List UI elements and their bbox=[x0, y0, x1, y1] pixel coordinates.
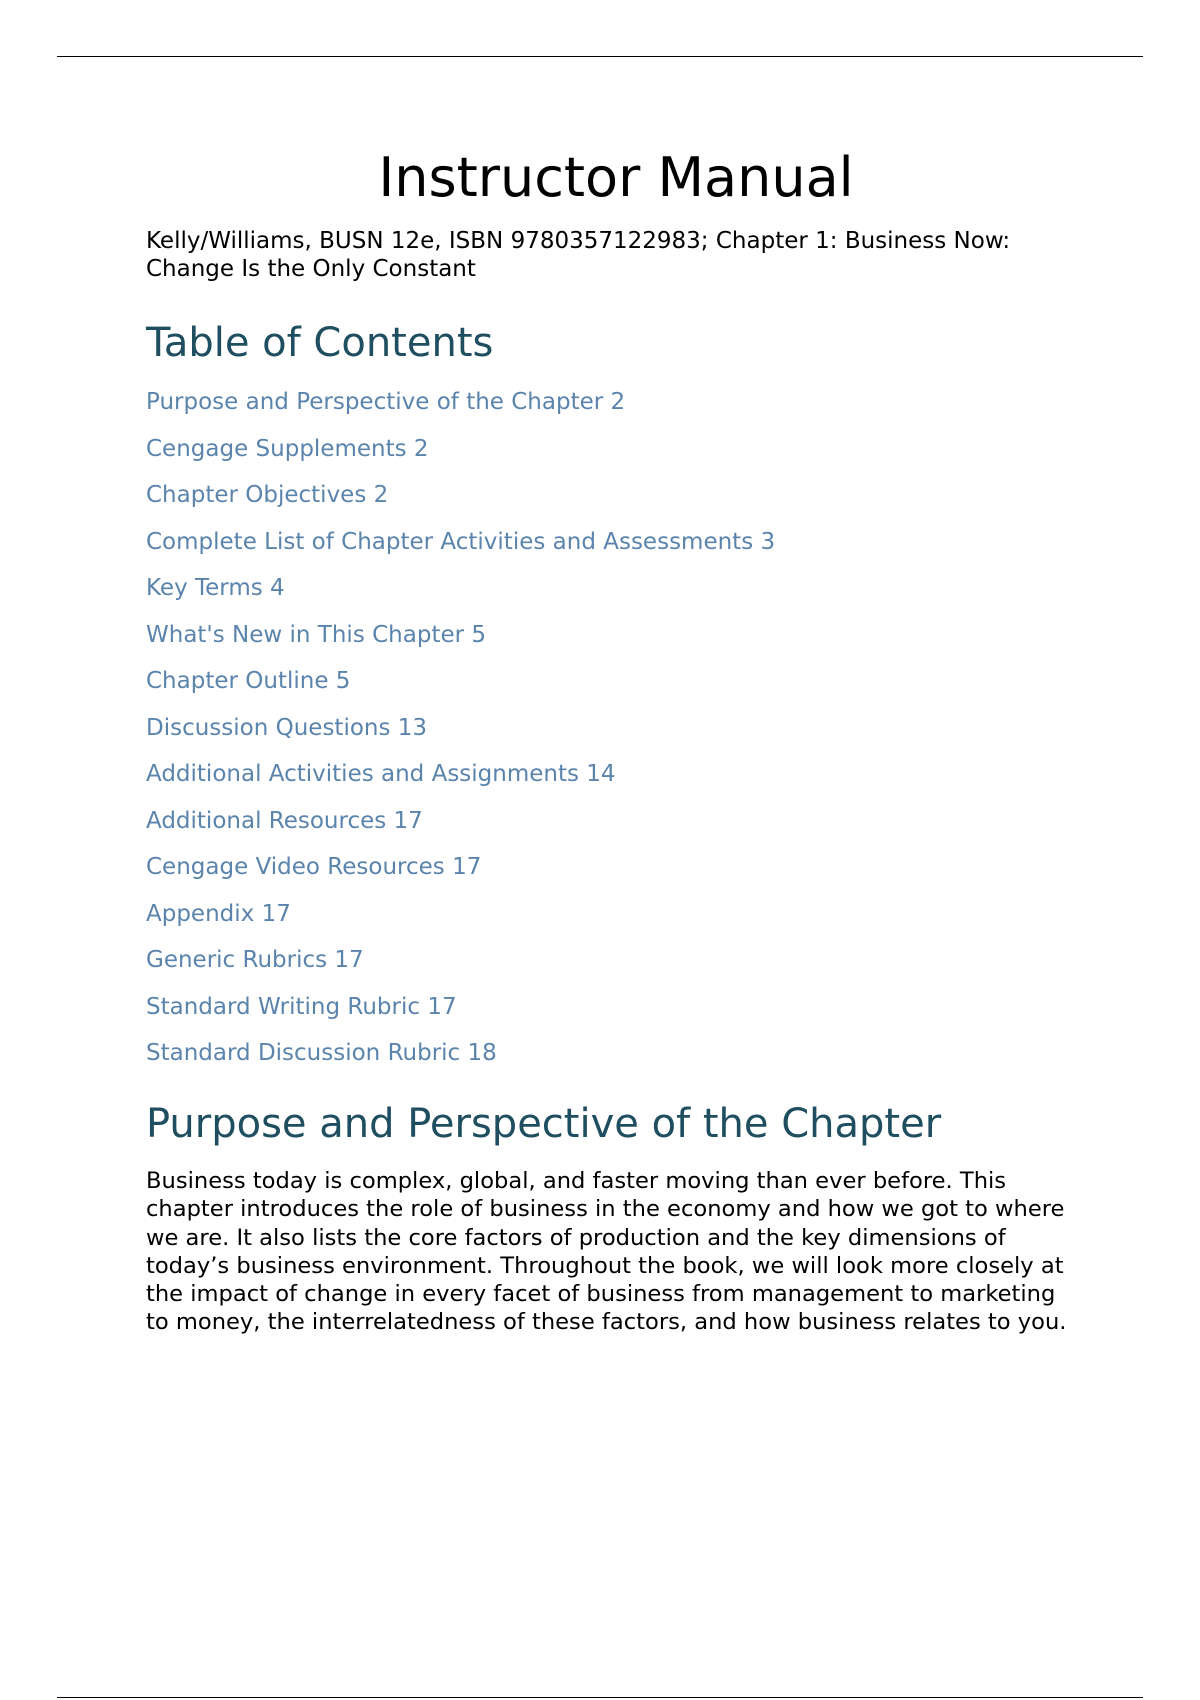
toc-link-activities-assessments[interactable]: Complete List of Chapter Activities and Assessments 3 bbox=[146, 528, 776, 555]
toc-link-chapter-objectives[interactable]: Chapter Objectives 2 bbox=[146, 482, 389, 508]
toc-link-generic-rubrics[interactable]: Generic Rubrics 17 bbox=[146, 947, 364, 973]
toc-link-cengage-supplements[interactable]: Cengage Supplements 2 bbox=[146, 435, 429, 462]
toc-link-appendix[interactable]: Appendix 17 bbox=[146, 900, 291, 927]
section-heading-purpose: Purpose and Perspective of the Chapter bbox=[146, 1101, 942, 1147]
toc-link-additional-activities[interactable]: Additional Activities and Assignments 14 bbox=[146, 761, 616, 787]
toc-link-writing-rubric[interactable]: Standard Writing Rubric 17 bbox=[146, 993, 457, 1020]
toc-link-additional-resources[interactable]: Additional Resources 17 bbox=[146, 807, 423, 834]
toc-link-chapter-outline[interactable]: Chapter Outline 5 bbox=[146, 668, 351, 694]
toc-link-key-terms[interactable]: Key Terms 4 bbox=[146, 575, 285, 601]
toc-link-discussion-questions[interactable]: Discussion Questions 13 bbox=[146, 714, 428, 741]
toc-link-discussion-rubric[interactable]: Standard Discussion Rubric 18 bbox=[146, 1040, 497, 1066]
header-rule bbox=[57, 56, 1143, 57]
document-subtitle: Kelly/Williams, BUSN 12e, ISBN 9780357122983; Chapter 1: Business Now: Change Is the Only Constant bbox=[146, 228, 1011, 282]
toc-link-purpose[interactable]: Purpose and Perspective of the Chapter 2 bbox=[146, 389, 626, 415]
toc-list bbox=[146, 384, 775, 1082]
toc-link-whats-new[interactable]: What's New in This Chapter 5 bbox=[146, 621, 487, 648]
document-title: Instructor Manual bbox=[378, 146, 854, 209]
section-body-purpose: Business today is complex, global, and faster moving than ever before. This chapter introduces the role of business in the economy and how we got to where we are. It also lists the core factors of production and the key dimensions of today’s business environment. Throughout the book, we will look more closely at the impact of change in every facet of business from management to marketing to money, the interrelatedness of these factors, and how business relates to you. bbox=[146, 1168, 1067, 1336]
footer-rule bbox=[57, 1697, 1143, 1698]
toc-link-video-resources[interactable]: Cengage Video Resources 17 bbox=[146, 854, 482, 880]
toc-heading: Table of Contents bbox=[146, 320, 494, 366]
